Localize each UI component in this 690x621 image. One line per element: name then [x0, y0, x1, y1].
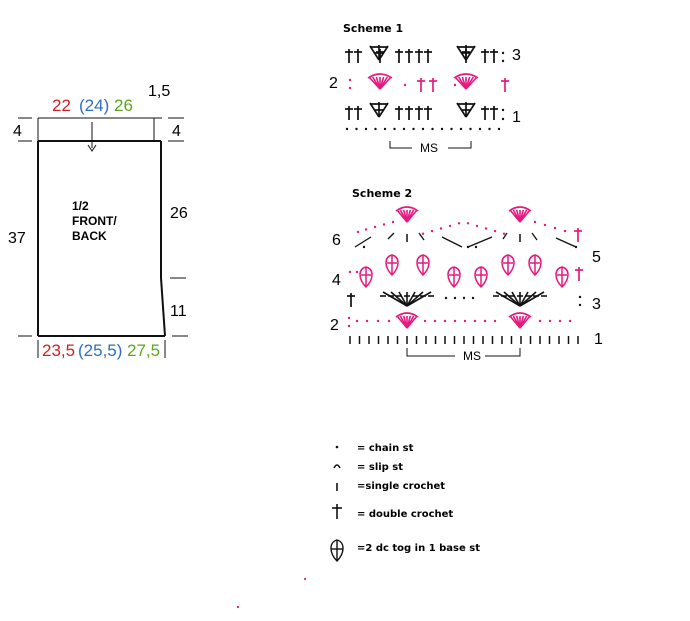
legend-dc-tog: =2 dc tog in 1 base st [357, 543, 480, 554]
stray-dot [304, 578, 306, 580]
double-crochet-symbol [417, 78, 425, 92]
v-cluster-symbol [457, 102, 475, 117]
chain-dot [388, 320, 390, 322]
chain-dot [403, 128, 405, 130]
chain-dot [392, 221, 394, 223]
chain-dot [449, 225, 451, 227]
double-crochet-symbol [501, 78, 509, 92]
chain-dot [434, 320, 436, 322]
scheme-1-row-1: 1 [512, 109, 521, 126]
scheme-2-row-3: 3 [592, 296, 601, 313]
dc-tog-symbol [448, 267, 460, 287]
double-crochet-symbol [490, 106, 498, 120]
double-crochet-symbol [429, 78, 437, 92]
bottom-size-small: 23,5 [42, 341, 76, 360]
chain-dot [412, 128, 414, 130]
chain-dot [431, 128, 433, 130]
chain-dot [467, 246, 469, 248]
chain-dot [393, 128, 395, 130]
chain-dot [404, 84, 406, 86]
double-crochet-symbol [347, 293, 355, 307]
schematic-label-line3: BACK [72, 229, 107, 243]
chain-dot [559, 320, 561, 322]
double-crochet-symbol [405, 49, 413, 63]
scheme-1-ms-label: MS [420, 141, 438, 155]
chain-dot [349, 79, 351, 81]
double-crochet-symbol [574, 228, 582, 242]
double-crochet-symbol [481, 49, 489, 63]
chain-dot [534, 221, 536, 223]
double-crochet-symbol [345, 106, 353, 120]
chain-dot [484, 320, 486, 322]
double-crochet-symbol [395, 49, 403, 63]
shell-symbol [396, 313, 418, 328]
chain-dot [445, 297, 447, 299]
scheme-2-chart [347, 207, 583, 356]
chain-dot [475, 246, 477, 248]
chain-dot [366, 320, 368, 322]
chain-dot [469, 128, 471, 130]
shell-symbol [396, 207, 418, 222]
scheme-1-row-2: 2 [329, 75, 338, 92]
v-cluster-symbol [370, 45, 388, 60]
chain-dot [579, 296, 581, 298]
shell-symbol [509, 207, 531, 222]
chain-dot [454, 297, 456, 299]
chain-dot [472, 297, 474, 299]
double-crochet-symbol [354, 49, 362, 63]
chain-dot [539, 320, 541, 322]
schematic-label-line2: FRONT/ [72, 214, 117, 228]
bottom-size-large: 27,5 [127, 341, 161, 360]
chain-dot [494, 320, 496, 322]
chain-dot [485, 227, 487, 229]
scheme-2-title: Scheme 2 [352, 187, 413, 200]
schematic-label-line1: 1/2 [72, 199, 89, 213]
chain-dot [365, 228, 367, 230]
right-top-measure: 4 [172, 123, 181, 140]
row5-chain-arches [355, 233, 576, 247]
chain-dot [349, 271, 351, 273]
v-cluster-symbol [370, 102, 388, 117]
top-size-medium: (24) [79, 96, 110, 115]
chain-dot [503, 233, 505, 235]
scheme-1-title: Scheme 1 [343, 22, 404, 35]
double-crochet-icon [332, 504, 342, 519]
legend-slip-st: = slip st [357, 462, 404, 473]
chain-dot [476, 225, 478, 227]
chain-dot [422, 233, 424, 235]
chain-dot [365, 128, 367, 130]
double-crochet-symbol [354, 106, 362, 120]
v-cluster-symbol [457, 45, 475, 60]
chain-dot [474, 320, 476, 322]
legend-single-crochet: =single crochet [357, 481, 446, 492]
chain-dot [467, 222, 469, 224]
chain-dot [444, 320, 446, 322]
left-top-measure: 4 [13, 123, 22, 140]
top-size-large: 26 [114, 96, 133, 115]
scheme-2-ms-label: MS [463, 349, 481, 363]
slip-stitch-icon [334, 465, 340, 468]
chain-dot [363, 246, 365, 248]
chain-dot [377, 320, 379, 322]
chain-dot [502, 109, 504, 111]
shell-symbol [509, 313, 531, 328]
chain-dot [498, 128, 500, 130]
ms-bracket [448, 141, 471, 148]
chain-dot [374, 128, 376, 130]
chain-dot [441, 128, 443, 130]
double-crochet-symbol [415, 106, 423, 120]
dc-tog-symbol [475, 267, 487, 287]
scheme-2-row-6: 6 [332, 232, 341, 249]
bottom-size-medium: (25,5) [78, 341, 123, 360]
dc-tog-symbol [529, 255, 541, 275]
legend-chain-st: = chain st [357, 443, 414, 454]
ms-bracket [390, 141, 412, 148]
scheme-2-row-5: 5 [592, 249, 601, 266]
chain-dot [575, 246, 577, 248]
chain-dot [424, 320, 426, 322]
chain-dot [454, 84, 456, 86]
dc-tog-symbol [386, 255, 398, 275]
chain-dot [346, 128, 348, 130]
double-crochet-symbol [424, 49, 432, 63]
dc-tog-symbol [502, 255, 514, 275]
chain-dot [579, 304, 581, 306]
chain-dot [544, 224, 546, 226]
chain-dot [356, 271, 358, 273]
double-crochet-symbol [405, 106, 413, 120]
chain-dot [454, 320, 456, 322]
ms-bracket [485, 348, 520, 356]
chain-dot [450, 128, 452, 130]
dc-tog-symbol [360, 267, 372, 287]
chain-dot [431, 230, 433, 232]
chain-dot [356, 320, 358, 322]
chain-dot [502, 52, 504, 54]
shell-symbol [368, 74, 392, 89]
double-crochet-symbol [424, 106, 432, 120]
chain-dot [549, 320, 551, 322]
chain-dot [422, 128, 424, 130]
chain-dot [384, 128, 386, 130]
double-crochet-symbol [481, 106, 489, 120]
dc-tog-symbol [556, 267, 568, 287]
scheme-1-row-3: 3 [512, 47, 521, 64]
shoulder-measure: 1,5 [148, 83, 171, 100]
chain-dot [349, 87, 351, 89]
dc-tog-symbol [417, 255, 429, 275]
right-lower-measure: 11 [170, 303, 187, 320]
left-height-measure: 37 [8, 230, 26, 247]
chain-dot [479, 128, 481, 130]
legend [331, 443, 480, 561]
double-crochet-symbol [575, 267, 583, 281]
chain-dot [502, 118, 504, 120]
chain-dot [383, 223, 385, 225]
chain-dot [494, 230, 496, 232]
chain-dot [458, 222, 460, 224]
double-crochet-symbol [345, 49, 353, 63]
dc-tog-icon [331, 540, 343, 561]
chain-dot [554, 227, 556, 229]
double-crochet-symbol [395, 106, 403, 120]
legend-double-crochet: = double crochet [357, 509, 454, 520]
chain-dot [348, 325, 350, 327]
right-upper-measure: 26 [170, 205, 188, 222]
scheme-2-row-4: 4 [332, 272, 341, 289]
ms-bracket [407, 348, 455, 356]
top-size-small: 22 [52, 96, 71, 115]
double-crochet-symbol [490, 49, 498, 63]
chain-dot [357, 231, 359, 233]
chain-dot [464, 320, 466, 322]
chain-stitch-icon [336, 446, 339, 449]
scheme-2-row-2: 2 [330, 317, 339, 334]
chain-dot [463, 297, 465, 299]
chain-dot [374, 226, 376, 228]
scheme-1-chart [345, 45, 509, 148]
chain-dot [502, 60, 504, 62]
shell-symbol [454, 74, 478, 89]
chain-dot [564, 230, 566, 232]
chain-dot [355, 128, 357, 130]
stray-dot [237, 606, 239, 608]
chain-dot [569, 320, 571, 322]
scheme-2-row-1: 1 [594, 331, 603, 348]
chain-dot [488, 128, 490, 130]
chain-dot [440, 227, 442, 229]
double-crochet-symbol [415, 49, 423, 63]
chain-dot [460, 128, 462, 130]
chain-dot [348, 317, 350, 319]
